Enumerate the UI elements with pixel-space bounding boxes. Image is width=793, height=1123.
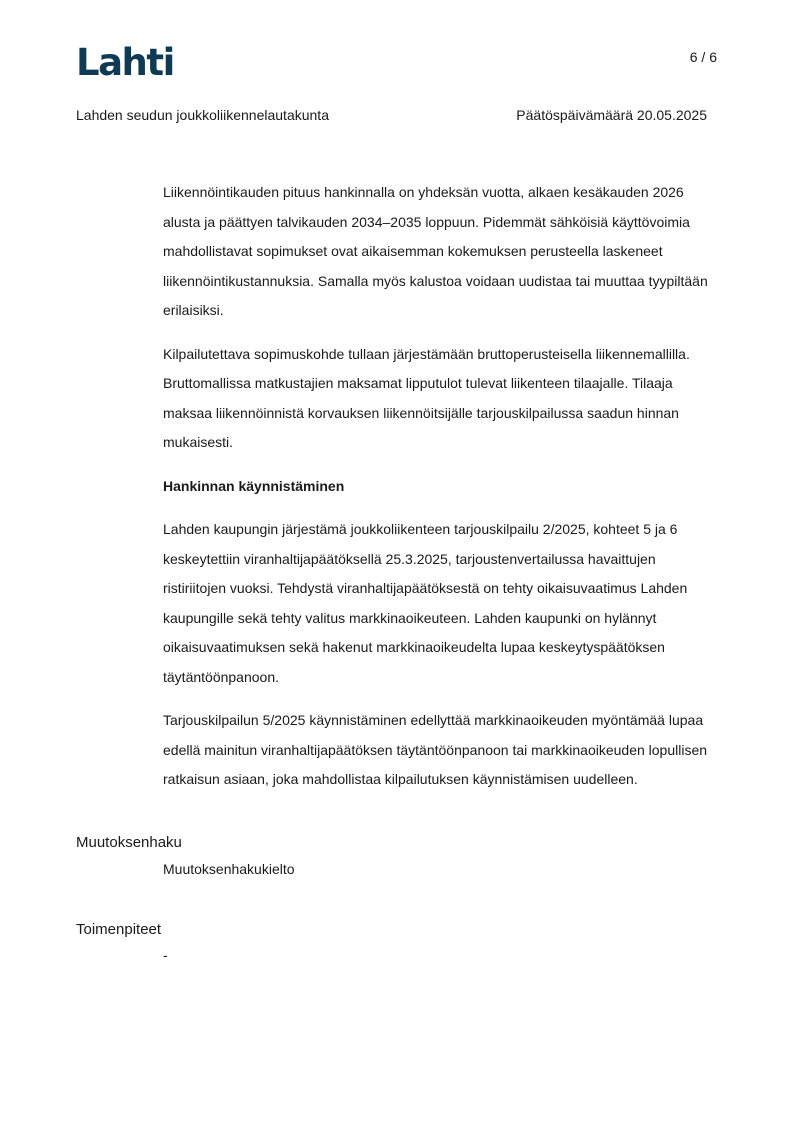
actions-section-text: -: [163, 947, 168, 963]
appeal-section-title: Muutoksenhaku: [76, 834, 182, 851]
appeal-section-text: Muutoksenhakukielto: [163, 861, 295, 877]
page-number: 6 / 6: [689, 49, 717, 65]
subheading-procurement-start: Hankinnan käynnistäminen: [163, 477, 345, 494]
lahti-logo: Lahti: [76, 41, 174, 84]
paragraph-contract-period: Liikennöintikauden pituus hankinnalla on yhdeksän vuotta, alkaen kesäkauden 2026 alusta ja päättyen talvikauden 2034–2035 loppuun. Pidemmät sähköisiä käyttövoimia mahdollistavat sopimukset ovat aikaisemman kokemuksen perusteella laskeneet liikennöintikustannuksia. Samalla myös kalustoa voidaan uudistaa tai muuttaa tyypiltään erilaisiksi.: [163, 184, 708, 318]
paragraph-gross-model: Kilpailutettava sopimuskohde tullaan järjestämään bruttoperusteisella liikennemallilla. Bruttomallissa matkustajien maksamat lipputulot tulevat liikenteen tilaajalle. Tilaaja maksaa liikennöinnistä korvauksen liikennöitsijälle tarjouskilpailussa saadun hinnan mukaisesti.: [163, 345, 690, 450]
paragraph-tender-launch: Tarjouskilpailun 5/2025 käynnistäminen edellyttää markkinaoikeuden myöntämää lupaa edellä mainitun viranhaltijapäätöksen täytäntöönpanoon tai markkinaoikeuden lopullisen ratkaisun asiaan, joka mahdollistaa kilpailutuksen käynnistämisen uudelleen.: [163, 712, 708, 787]
decision-date: Päätöspäivämäärä 20.05.2025: [516, 107, 707, 123]
body-text: [163, 178, 719, 809]
paragraph-tender-suspension: Lahden kaupungin järjestämä joukkoliikenteen tarjouskilpailu 2/2025, kohteet 5 ja 6 keskeytettiin viranhaltijapäätöksellä 25.3.2025, tarjoustenvertailussa havaittujen ristiriitojen vuoksi. Tehdystä viranhaltijapäätöksestä on tehty oikaisuvaatimus Lahden kaupungille sekä tehty valitus markkinaoikeuteen. Lahden kaupunki on hylännyt oikaisuvaatimuksen sekä hakenut markkinaoikeudelta lupaa keskeytyspäätöksen täytäntöönpanoon.: [163, 521, 688, 685]
actions-section-title: Toimenpiteet: [76, 921, 162, 938]
organization-name: Lahden seudun joukkoliikennelautakunta: [76, 107, 329, 123]
